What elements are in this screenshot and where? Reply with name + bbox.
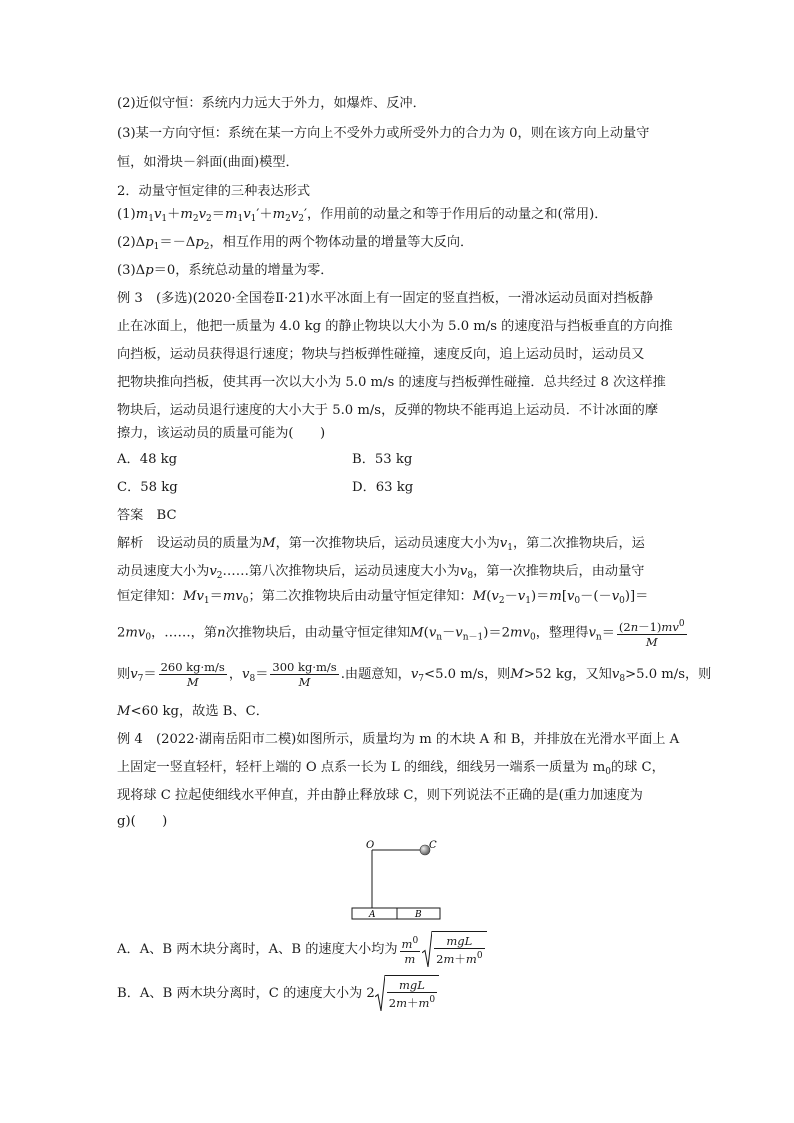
formula-line: (3)Δp＝0，系统总动量的增量为零． (117, 263, 334, 278)
example-4-text: 例 4 (2022·湖南岳阳市二模)如图所示，质量均为 m 的木块 A 和 B，并排放在光滑水平面上 A (117, 732, 680, 747)
choice-a: A．48 kg (117, 452, 178, 467)
label-b: B (415, 910, 422, 920)
example-4-text: g)( ) (117, 814, 168, 829)
example-3-text: 向挡板，运动员获得退行速度；物块与挡板弹性碰撞，速度反向，追上运动员时，运动员又 (117, 347, 645, 362)
example-3-text: 物块后，运动员退行速度的大小大于 5.0 m/s，反弹的物块不能再追上运动员．不计冰面的摩 (117, 403, 659, 418)
analysis-line: 解析 设运动员的质量为M，第一次推物块后，运动员速度大小为$v_1$，第二次推物块后，运 (117, 536, 645, 553)
example-4-text: 上固定一竖直轻杆，轻杆上端的 O 点系一长为 L 的细线，细线另一端系一质量为 $m_0$的球 C， (117, 760, 665, 777)
choice-b: B．53 kg (352, 452, 413, 467)
choice-c: C．58 kg (117, 480, 178, 495)
text-line: (3)某一方向守恒：系统在某一方向上不受外力或所受外力的合力为 0，则在该方向上动量守 (117, 126, 650, 141)
choice-d: D．63 kg (352, 480, 414, 495)
example-3-text: 擦力，该运动员的质量可能为( ) (117, 426, 326, 441)
analysis-line: 恒定律知：$Mv_1=mv_0$；第二次推物块后由动量守恒定律知：$M(v_2-v_1)=m[v_0-(-v_0)]=$ (117, 589, 649, 606)
text-line: (2)近似守恒：系统内力远大于外力，如爆炸、反冲． (117, 96, 426, 111)
option-b: B．A、B 两木块分离时，C 的速度大小为 2 $\frac{\text{mgL}}{2m+m^0}$ (117, 975, 439, 1012)
example-4-text: 现将球 C 拉起使细线水平伸直，并由静止释放球 C，则下列说法不正确的是(重力加速度为 (117, 788, 643, 803)
text-span: ，作用前的动量之和等于作用后的动量之和(常用)． (307, 207, 608, 222)
label-o: O (366, 840, 375, 851)
section-heading: 2．动量守恒定律的三种表达形式 (117, 184, 311, 199)
analysis-line: 则$v_7=$ $\frac{260 kg\cdot m/s}{M}$ ，$v_8=$ $\frac{300 kg\cdot m/s}{M}$ .由题意知，$v_7<5.0$ m/s，则M>52 kg，又知$v_8>5.0$ m/s，则 (117, 660, 712, 689)
option-a: A．A、B 两木块分离时，A、B 的速度大小均为 $\frac{m^0}{m}$ $\frac{\text{mgL}}{2m+m^0}$ (117, 931, 487, 968)
analysis-line: $2mv_0$，……，第n次推物块后，由动量守恒定律知$M(v_n-v_{n-1})=2mv_0$，整理得$v_n=$ $\frac{(2n-1)mv^0}{M}$ (117, 619, 685, 649)
answer: 答案 BC (117, 508, 177, 523)
text-span: ，相互作用的两个物体动量的增量等大反向． (209, 235, 474, 250)
label-a: A (369, 910, 376, 920)
example-3-text: 止在冰面上，他把一质量为 4.0 kg 的静止物块以大小为 5.0 m/s 的速度沿与挡板垂直的方向推 (117, 319, 673, 334)
example-3-text: 把物块推向挡板，使其再一次以大小为 5.0 m/s 的速度与挡板弹性碰撞．总共经过 8 次这样推 (117, 375, 666, 390)
text-line: 恒，如滑块－斜面(曲面)模型． (117, 155, 299, 170)
label-c: C (429, 840, 437, 851)
formula-line: $(2)\Delta p_1=-\Delta p_2$，相互作用的两个物体动量的增量等大反向． (117, 235, 474, 252)
example-3-text: 例 3 (多选)(2020·全国卷Ⅱ·21)水平冰面上有一固定的竖直挡板，一滑冰运动员面对挡板静 (117, 291, 654, 306)
pendulum-figure (340, 836, 450, 922)
analysis-line: M<60 kg，故选 B、C． (117, 704, 269, 719)
text-span: ，系统总动量的增量为零． (175, 263, 334, 278)
analysis-line: 动员速度大小为$v_2\dots\dots$第八次推物块后，运动员速度大小为$v_8$，第一次推物块后，由动量守 (117, 564, 645, 581)
formula-line: $(1)m_1v_1+m_2v_2=m_1v_1'+m_2v_2'$，作用前的动量之和等于作用后的动量之和(常用)． (117, 207, 608, 224)
